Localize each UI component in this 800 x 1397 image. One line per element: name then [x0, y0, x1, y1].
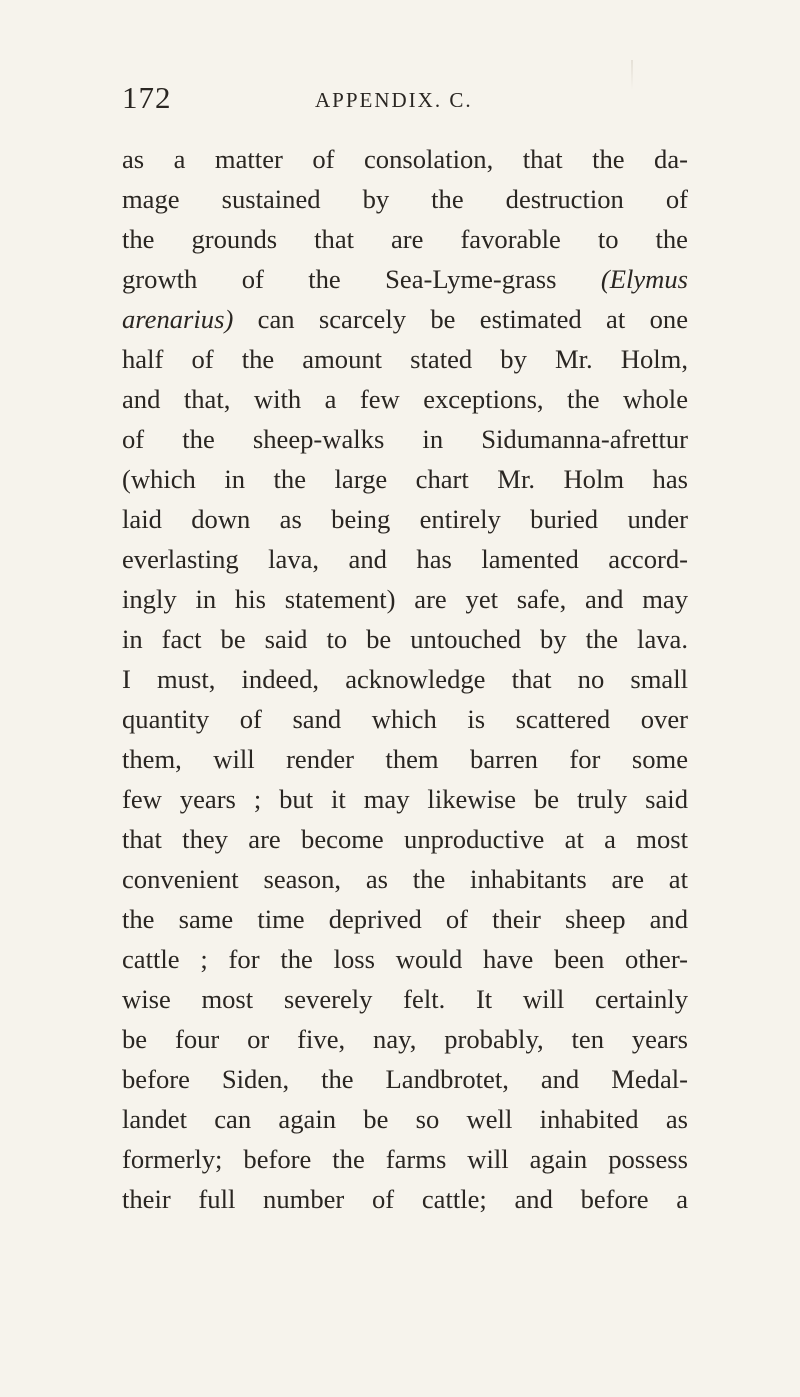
- text-line: as a matter of consolation, that the da-: [122, 144, 688, 174]
- text-line: [122, 299, 688, 339]
- text-line: laid down as being entirely buried under: [122, 504, 688, 534]
- italic-term: (Elymus: [600, 264, 688, 294]
- italic-term: arenarius): [122, 304, 234, 334]
- text-line: ingly in his statement) are yet safe, and may: [122, 584, 688, 614]
- text-line: wise most severely felt. It will certainly: [122, 984, 688, 1014]
- text-line: landet can again be so well inhabited as: [122, 1104, 688, 1134]
- text-line: the grounds that are favorable to the: [122, 224, 688, 254]
- text-line: few years ; but it may likewise be truly said: [122, 784, 688, 814]
- text-line: convenient season, as the inhabitants are at: [122, 864, 688, 894]
- text-line: I must, indeed, acknowledge that no small: [122, 664, 688, 694]
- text-line: in fact be said to be untouched by the lava.: [122, 624, 688, 654]
- text-line: be four or five, nay, probably, ten years: [122, 1024, 688, 1054]
- text-line: their full number of cattle; and before a: [122, 1184, 688, 1214]
- text-line: and that, with a few exceptions, the whole: [122, 384, 688, 414]
- text-line: cattle ; for the loss would have been other-: [122, 944, 688, 974]
- text-segment: can scarcely be estimated at one: [257, 304, 688, 334]
- text-line: them, will render them barren for some: [122, 744, 688, 774]
- text-line: mage sustained by the destruction of: [122, 184, 688, 214]
- body-text: [122, 139, 688, 1219]
- text-segment: growth of the Sea-Lyme-grass: [122, 264, 557, 294]
- page-number: 172: [122, 80, 172, 115]
- text-line: [122, 259, 688, 299]
- text-line: before Siden, the Landbrotet, and Medal-: [122, 1064, 688, 1094]
- text-line: of the sheep-walks in Sidumanna-afrettur: [122, 424, 688, 454]
- text-line: quantity of sand which is scattered over: [122, 704, 688, 734]
- text-line: (which in the large chart Mr. Holm has: [122, 464, 688, 494]
- text-line: the same time deprived of their sheep and: [122, 904, 688, 934]
- page-header: [122, 80, 682, 120]
- text-line: everlasting lava, and has lamented accord-: [122, 544, 688, 574]
- text-line: half of the amount stated by Mr. Holm,: [122, 344, 688, 374]
- running-head: APPENDIX. C.: [315, 88, 473, 112]
- text-line: formerly; before the farms will again possess: [122, 1144, 688, 1174]
- text-line: that they are become unproductive at a most: [122, 824, 688, 854]
